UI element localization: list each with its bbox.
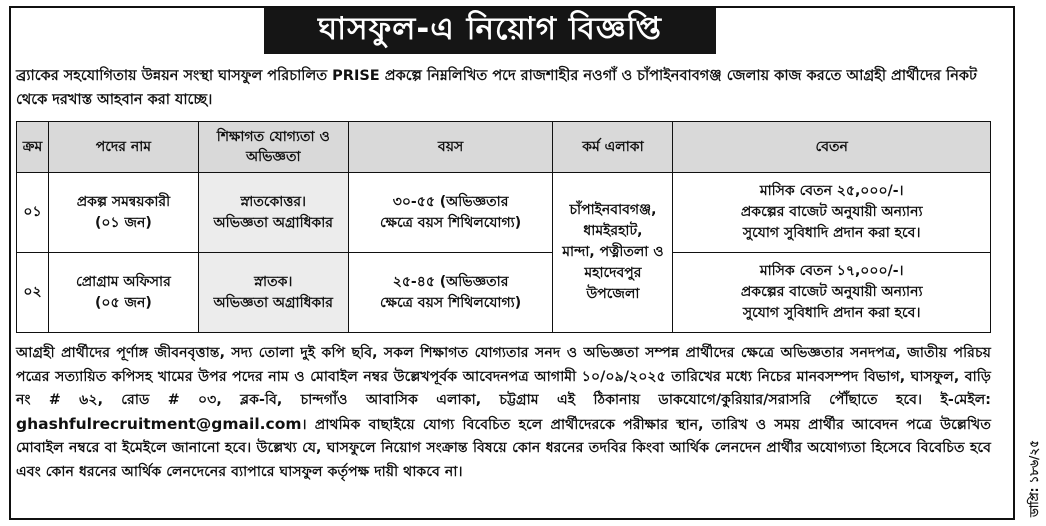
- area-line: ধামইরহাট,: [583, 223, 643, 239]
- salary-amount: মাসিক বেতন ১৭,০০০/-।: [759, 263, 904, 279]
- area-line: চাঁপাইনবাবগঞ্জ,: [569, 202, 657, 218]
- instructions-part-3: । প্রাথমিক বাছাইয়ে যোগ্য বিবেচিত হলে প্রার্থীদেরকে পরীক্ষার স্থান, তারিখ ও সময় প্রার্থীর আবেদন পত্রে উল্লেখিত মোবাইল নম্বরে বা ইমেইলে জানানো হবে। উল্লেখ্য যে, ঘাসফুলে নিয়োগ সংক্রান্ত বিষয়ে কোন ধরনের তদবির কিংবা আর্থিক লেনদেন প্রার্থীর অযোগ্যতা হিসেবে বিবেচিত হবে এবং কোন ধরনের আর্থিক লেনদেনের ব্যাপারে ঘাসফুল কর্তৃপক্ষ দায়ী থাকবে না।: [16, 416, 991, 480]
- salary-block-1: [673, 173, 990, 253]
- salary-note: সুযোগ সুবিধাদি প্রদান করা হবে।: [742, 225, 921, 241]
- instructions-part-1: আগ্রহী প্রার্থীদের পূর্ণাঙ্গ জীবনবৃত্তান্ত, সদ্য তোলা দুই কপি ছবি, সকল শিক্ষাগত যোগ্যতার সনদ ও অভিজ্ঞতা সম্পন্ন প্রার্থীদের ক্ষেত্রে অভিজ্ঞতার সনদপত্র, জাতীয় পরিচয় পত্রের সত্যায়িত কপিসহ খামের উপর পদের নাম ও মোবাইল নম্বর উল্লেখপূর্বক আবেদনপত্র: [16, 345, 991, 385]
- row-age: [348, 173, 553, 253]
- post-count: (০১ জন): [95, 214, 152, 231]
- qualification-experience: অভিজ্ঞতা অগ্রাধিকার: [213, 214, 333, 231]
- post-name: প্রোগ্রাম অফিসার: [76, 273, 171, 290]
- row-post: [48, 253, 198, 333]
- work-area-cell: [553, 173, 673, 333]
- intro-paragraph: ব্র্যাকের সহযোগিতায় উন্নয়ন সংস্থা ঘাসফুল পরিচালিত PRISE প্রকল্পে নিম্নলিখিত পদে রাজশাহীর নওগাঁ ও চাঁপাইনবাবগঞ্জ জেলায় কাজ করতে আগ্রহী প্রার্থীদের নিকট থেকে দরখাস্ত আহবান করা যাচ্ছে।: [16, 68, 977, 108]
- header-salary: বেতন: [673, 122, 991, 173]
- jobs-table: [16, 121, 991, 333]
- area-line: মহাদেবপুর: [584, 265, 642, 281]
- application-instructions: [16, 342, 991, 484]
- row-qualification: [198, 173, 348, 253]
- header-post: পদের নাম: [48, 122, 198, 173]
- header-age: বয়স: [348, 122, 553, 173]
- deadline-text: আগামী ১০/০৯/২০২৫ তারিখের: [534, 368, 721, 385]
- age-range: ৩০-৫৫ (অভিজ্ঞতার: [392, 193, 509, 210]
- qualification-degree: স্নাতকোত্তর।: [240, 193, 307, 210]
- instructions-part-2: মধ্যে নিচের মানবসম্পদ বিভাগ, ঘাসফুল, বাড়ি নং # ৬২, রোড # ০৩, ব্লক-বি, চান্দগাঁও আবাসিক এলাকা, চট্টগ্রাম এই ঠিকানায় ডাকযোগে/কুরিয়ার/সরাসরি পৌঁছাতে হবে। ই-মেইল:: [16, 368, 991, 408]
- header-qualification: শিক্ষাগত যোগ্যতা ও অভিজ্ঞতা: [198, 122, 348, 173]
- row-qualification: [198, 253, 348, 333]
- post-name: প্রকল্প সমন্বয়কারী: [76, 193, 171, 210]
- row-post: [48, 173, 198, 253]
- salary-note: প্রকল্পের বাজেট অনুযায়ী অন্যান্য: [740, 204, 923, 220]
- salary-cell: [673, 173, 991, 333]
- row-age: [348, 253, 553, 333]
- header-serial: ক্রম: [17, 122, 49, 173]
- post-count: (০৫ জন): [95, 294, 152, 311]
- notice-title: ঘাসফুল-এ নিয়োগ বিজ্ঞপ্তি: [264, 8, 716, 54]
- salary-block-2: [673, 253, 990, 332]
- table-header-row: [17, 122, 991, 173]
- salary-note: প্রকল্পের বাজেট অনুযায়ী অন্যান্য: [740, 284, 923, 300]
- area-line: মান্দা, পত্নীতলা ও: [562, 244, 664, 260]
- qualification-experience: অভিজ্ঞতা অগ্রাধিকার: [213, 294, 333, 311]
- salary-note: সুযোগ সুবিধাদি প্রদান করা হবে।: [742, 305, 921, 321]
- age-note: ক্ষেত্রে বয়স শিথিলযোগ্য): [379, 214, 522, 231]
- row-serial: ০২: [17, 253, 49, 333]
- age-note: ক্ষেত্রে বয়স শিথিলযোগ্য): [379, 294, 522, 311]
- email-address[interactable]: ghashfulrecruitment@gmail.com: [16, 414, 302, 433]
- qualification-degree: স্নাতক।: [254, 273, 293, 290]
- area-line: উপজেলা: [586, 286, 640, 302]
- publication-code: ডাপ্রি: ১৮৬/২৫: [1027, 440, 1041, 518]
- salary-amount: মাসিক বেতন ২৫,০০০/-।: [759, 183, 904, 199]
- row-serial: ০১: [17, 173, 49, 253]
- table-row: [17, 173, 991, 253]
- age-range: ২৫-৪৫ (অভিজ্ঞতার: [392, 273, 509, 290]
- header-area: কর্ম এলাকা: [553, 122, 673, 173]
